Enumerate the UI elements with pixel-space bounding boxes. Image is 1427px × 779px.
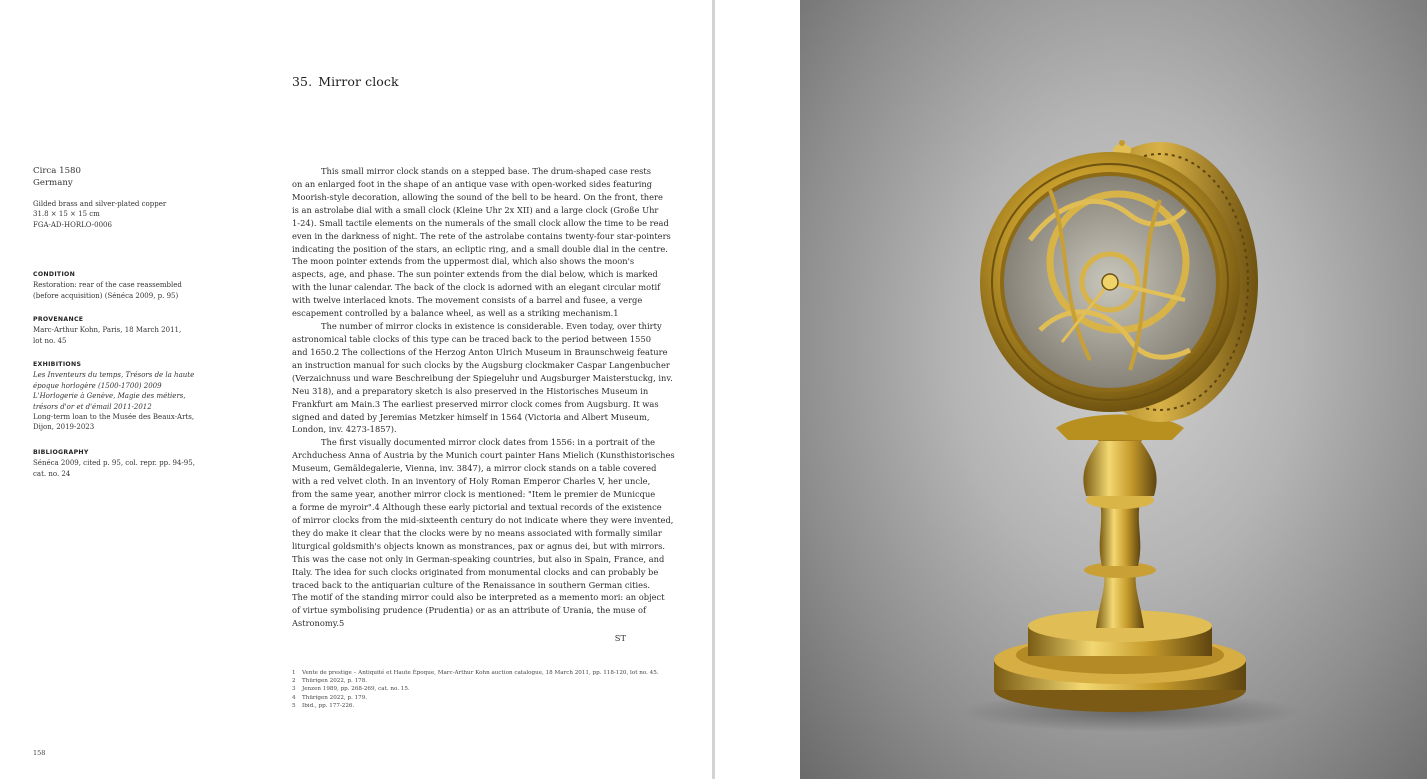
exhibitions-section bbox=[33, 360, 195, 433]
footnote-text: Thürigen 2022, p. 179. bbox=[302, 694, 368, 701]
provenance-text: Marc-Arthur Kohn, Paris, 18 March 2011, bbox=[33, 326, 182, 335]
footnote-text: Jenzen 1989, pp. 268-269, cat. no. 15. bbox=[302, 686, 410, 693]
text-line: Archduchess Anna of Austria by the Munich court painter Hans Mielich (Kunsthistorisches bbox=[292, 450, 675, 461]
text-line: aspects, age, and phase. The sun pointer extends from the dial below, which is marked bbox=[292, 269, 658, 280]
paragraph-2 bbox=[292, 320, 673, 436]
footnote bbox=[292, 677, 659, 685]
footnote-number: 1 bbox=[292, 670, 296, 676]
text-line: even in the darkness of night. The rete of the astrolabe contains twenty-four star-pointers bbox=[292, 230, 671, 241]
text-line: signed and dated by Jeremias Metzker himself in 1564 (Victoria and Albert Museum, bbox=[292, 411, 650, 422]
text-line: This was the case not only in German-speaking countries, but also in Spain, France, and bbox=[292, 553, 665, 564]
condition-text: (before acquisition) (Sénéca 2009, p. 95) bbox=[33, 291, 179, 300]
bibliography-section bbox=[33, 448, 195, 479]
footnotes bbox=[292, 669, 659, 710]
text-line: indicating the position of the stars, an ecliptic ring, and a small double dial in the centre. bbox=[292, 243, 668, 254]
author-initials: ST bbox=[614, 633, 626, 643]
condition-heading: CONDITION bbox=[33, 271, 76, 278]
footnote-number: 4 bbox=[292, 694, 296, 701]
bibliography-text: Sénéca 2009, cited p. 95, col. repr. pp. 94-95, bbox=[33, 459, 195, 468]
paragraph-3 bbox=[292, 436, 675, 630]
text-line: and 1650.2 The collections of the Herzog Anton Ulrich Museum in Braunschweig feature bbox=[292, 346, 668, 357]
text-line: on an enlarged foot in the shape of an antique vase with open-worked sides featuring bbox=[292, 178, 653, 189]
text-line: Astronomy.5 bbox=[292, 618, 345, 629]
text-line: Italy. The idea for such clocks originated from monumental clocks and can probably be bbox=[292, 566, 659, 577]
text-line: The moon pointer extends from the uppermost dial, which also shows the moon's bbox=[292, 256, 635, 267]
text-line: with twelve interlaced knots. The movement consists of a barrel and fusee, a verge bbox=[292, 295, 643, 306]
body-text bbox=[292, 165, 675, 630]
text-line: from the same year, another mirror clock is mentioned: "Item le premier de Municque bbox=[292, 489, 656, 500]
text-line: an instruction manual for such clocks by the Augsburg clockmaker Caspar Langenbucher bbox=[292, 359, 670, 370]
text-line: This small mirror clock stands on a stepped base. The drum-shaped case rests bbox=[321, 166, 651, 176]
text-line: The first visually documented mirror clock dates from 1556: in a portrait of the bbox=[321, 437, 656, 448]
exhibition-loan: Long-term loan to the Musée des Beaux-Arts, bbox=[33, 413, 195, 422]
text-line: The motif of the standing mirror could also be interpreted as a memento mori: an object bbox=[292, 592, 665, 603]
astrolabe-dial bbox=[980, 152, 1240, 412]
mirror-clock-photograph bbox=[800, 0, 1427, 779]
text-line: Frankfurt am Main.3 The earliest preserved mirror clock comes from Augsburg. It was bbox=[292, 398, 659, 409]
footnote-text: Thürigen 2022, p. 178. bbox=[302, 678, 368, 685]
footnote-text: Vente de prestige – Antiquité et Haute Époque, Marc-Arthur Kohn auction catalogue, 18 March 2011, pp. 118-120, lot no. 45. bbox=[302, 670, 659, 676]
object-materials bbox=[33, 199, 183, 230]
object-metadata bbox=[33, 165, 183, 189]
bibliography-heading: BIBLIOGRAPHY bbox=[33, 449, 89, 456]
text-line: liturgical goldsmith's objects known as monstrances, pax or agnus dei, but with mirrors. bbox=[292, 540, 665, 551]
page-title bbox=[292, 74, 399, 89]
provenance-heading: PROVENANCE bbox=[33, 316, 84, 323]
condition-section bbox=[33, 270, 183, 301]
vase-stem bbox=[1056, 415, 1184, 629]
object-material: Gilded brass and silver-plated copper bbox=[33, 200, 167, 208]
provenance-section bbox=[33, 315, 183, 346]
object-dimensions: 31.8 × 15 × 15 cm bbox=[33, 210, 100, 219]
page-number: 158 bbox=[33, 749, 46, 757]
text-line: Moorish-style decoration, allowing the sound of the bell to be heard. On the front, there bbox=[292, 191, 663, 202]
provenance-text: lot no. 45 bbox=[33, 336, 67, 345]
paragraph-1 bbox=[292, 165, 671, 320]
left-page bbox=[0, 0, 712, 779]
text-line: of mirror clocks from the mid-sixteenth century do not indicate where they were invented, bbox=[292, 514, 674, 525]
text-line: astronomical table clocks of this type can be traced back to the period between 1550 bbox=[292, 333, 652, 344]
footnote-number: 3 bbox=[292, 686, 296, 693]
footnote bbox=[292, 702, 659, 710]
footnote bbox=[292, 694, 659, 702]
footnote-text: Ibid., pp. 177-226. bbox=[302, 702, 355, 709]
text-line: is an astrolabe dial with a small clock (Kleine Uhr 2x XII) and a large clock (Große Uhr bbox=[292, 204, 659, 215]
text-line: (Verzaichnuss und ware Beschreibung der Spiegeluhr und Augsburger Maisterstuckg, inv. bbox=[292, 372, 673, 383]
text-line: Neu 318), and a preparatory sketch is also preserved in the Historisches Museum in bbox=[292, 385, 649, 396]
text-line: escapement controlled by a balance wheel, as well as a striking mechanism.1 bbox=[292, 308, 619, 319]
text-line: they do make it clear that the clocks were by no means associated with formally similar bbox=[292, 527, 662, 538]
condition-text: Restoration: rear of the case reassembled bbox=[33, 281, 182, 290]
object-date: Circa 1580 bbox=[33, 166, 81, 176]
text-line: a forme de myroir".4 Although these early pictorial and textual records of the existence bbox=[292, 501, 662, 512]
text-line: of virtue symbolising prudence (Prudentia) or as an attribute of Urania, the muse of bbox=[292, 605, 647, 616]
footnote-number: 2 bbox=[292, 678, 296, 685]
exhibition-title: époque horlogère (1500-1700) 2009 bbox=[33, 381, 162, 390]
exhibition-title: trésors d'or et d'émail 2011-2012 bbox=[33, 402, 152, 411]
text-line: The number of mirror clocks in existence is considerable. Even today, over thirty bbox=[321, 321, 662, 332]
text-line: London, inv. 4273-1857). bbox=[292, 424, 397, 435]
exhibitions-heading: EXHIBITIONS bbox=[33, 361, 82, 368]
text-line: with the lunar calendar. The back of the clock is adorned with an elegant circular motif bbox=[292, 282, 661, 293]
footnote bbox=[292, 669, 659, 677]
object-title: Mirror clock bbox=[318, 74, 399, 89]
text-line: Museum, Gemäldegalerie, Vienna, inv. 3847), a mirror clock stands on a table covered bbox=[292, 463, 657, 474]
footnote bbox=[292, 685, 659, 693]
catalogue-number: 35. bbox=[292, 74, 313, 89]
object-inventory: FGA-AD-HORLO-0006 bbox=[33, 220, 112, 229]
exhibition-title: L'Horlogerie à Genève, Magie des métiers, bbox=[33, 392, 186, 401]
text-line: traced back to the antiquarian culture of the Renaissance in southern German cities. bbox=[292, 579, 650, 590]
text-line: with a red velvet cloth. In an inventory of Holy Roman Emperor Charles V, her uncle, bbox=[292, 476, 651, 487]
bibliography-text: cat. no. 24 bbox=[33, 469, 71, 478]
object-origin: Germany bbox=[33, 178, 73, 188]
exhibition-title: Les Inventeurs du temps, Trésors de la haute bbox=[33, 371, 195, 380]
footnote-number: 5 bbox=[292, 702, 296, 709]
text-line: 1-24). Small tactile elements on the numerals of the small clock allow the time to be read bbox=[292, 217, 669, 228]
exhibition-loan: Dijon, 2019-2023 bbox=[33, 423, 95, 432]
